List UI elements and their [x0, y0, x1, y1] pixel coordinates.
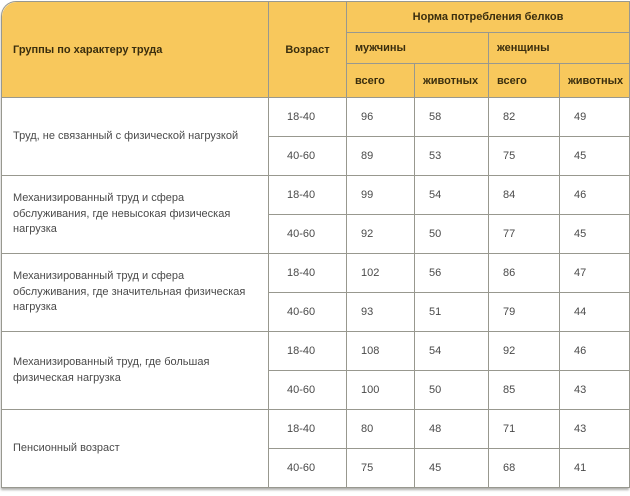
value-cell: 82 — [489, 98, 560, 137]
value-cell: 77 — [489, 215, 560, 254]
value-cell: 80 — [347, 410, 415, 449]
value-cell: 93 — [347, 293, 415, 332]
header-women-total: всего — [489, 64, 560, 98]
value-cell: 96 — [347, 98, 415, 137]
age-cell: 18-40 — [269, 98, 347, 137]
age-cell: 18-40 — [269, 410, 347, 449]
value-cell: 50 — [415, 371, 489, 410]
value-cell: 50 — [415, 215, 489, 254]
value-cell: 108 — [347, 332, 415, 371]
table-row — [2, 176, 630, 215]
value-cell: 100 — [347, 371, 415, 410]
header-men-total: всего — [347, 64, 415, 98]
table-row — [2, 98, 630, 137]
value-cell: 75 — [489, 137, 560, 176]
age-cell: 18-40 — [269, 332, 347, 371]
age-cell: 40-60 — [269, 371, 347, 410]
value-cell: 56 — [415, 254, 489, 293]
value-cell: 99 — [347, 176, 415, 215]
group-label: Пенсионный возраст — [2, 410, 269, 488]
value-cell: 89 — [347, 137, 415, 176]
value-cell: 75 — [347, 449, 415, 488]
value-cell: 54 — [415, 332, 489, 371]
value-cell: 85 — [489, 371, 560, 410]
age-cell: 40-60 — [269, 293, 347, 332]
value-cell: 102 — [347, 254, 415, 293]
value-cell: 41 — [560, 449, 630, 488]
value-cell: 92 — [347, 215, 415, 254]
table-row — [2, 410, 630, 449]
group-label: Труд, не связанный с физической нагрузкой — [2, 98, 269, 176]
value-cell: 43 — [560, 371, 630, 410]
value-cell: 46 — [560, 176, 630, 215]
header-age-column: Возраст — [269, 2, 347, 98]
value-cell: 45 — [415, 449, 489, 488]
header-group-column: Группы по характеру труда — [2, 2, 269, 98]
age-cell: 40-60 — [269, 449, 347, 488]
group-label: Механизированный труд и сфера обслуживания, где значительная физическая нагрузка — [2, 254, 269, 332]
value-cell: 51 — [415, 293, 489, 332]
value-cell: 44 — [560, 293, 630, 332]
value-cell: 86 — [489, 254, 560, 293]
value-cell: 46 — [560, 332, 630, 371]
header-women: женщины — [489, 33, 630, 64]
age-cell: 18-40 — [269, 176, 347, 215]
table-header — [2, 2, 630, 98]
protein-norms-table-container — [1, 1, 629, 488]
value-cell: 43 — [560, 410, 630, 449]
group-label: Механизированный труд, где большая физическая нагрузка — [2, 332, 269, 410]
value-cell: 92 — [489, 332, 560, 371]
table-row — [2, 332, 630, 371]
age-cell: 40-60 — [269, 215, 347, 254]
table-row — [2, 254, 630, 293]
age-cell: 18-40 — [269, 254, 347, 293]
value-cell: 79 — [489, 293, 560, 332]
value-cell: 58 — [415, 98, 489, 137]
value-cell: 48 — [415, 410, 489, 449]
age-cell: 40-60 — [269, 137, 347, 176]
header-norm-title: Норма потребления белков — [347, 2, 630, 33]
value-cell: 54 — [415, 176, 489, 215]
value-cell: 47 — [560, 254, 630, 293]
header-men: мужчины — [347, 33, 489, 64]
value-cell: 68 — [489, 449, 560, 488]
header-women-animal: животных — [560, 64, 630, 98]
header-men-animal: животных — [415, 64, 489, 98]
group-label: Механизированный труд и сфера обслуживания, где невысокая физическая нагрузка — [2, 176, 269, 254]
value-cell: 71 — [489, 410, 560, 449]
value-cell: 53 — [415, 137, 489, 176]
value-cell: 49 — [560, 98, 630, 137]
protein-norms-table — [1, 1, 630, 488]
value-cell: 84 — [489, 176, 560, 215]
value-cell: 45 — [560, 215, 630, 254]
value-cell: 45 — [560, 137, 630, 176]
table-body — [2, 98, 630, 488]
